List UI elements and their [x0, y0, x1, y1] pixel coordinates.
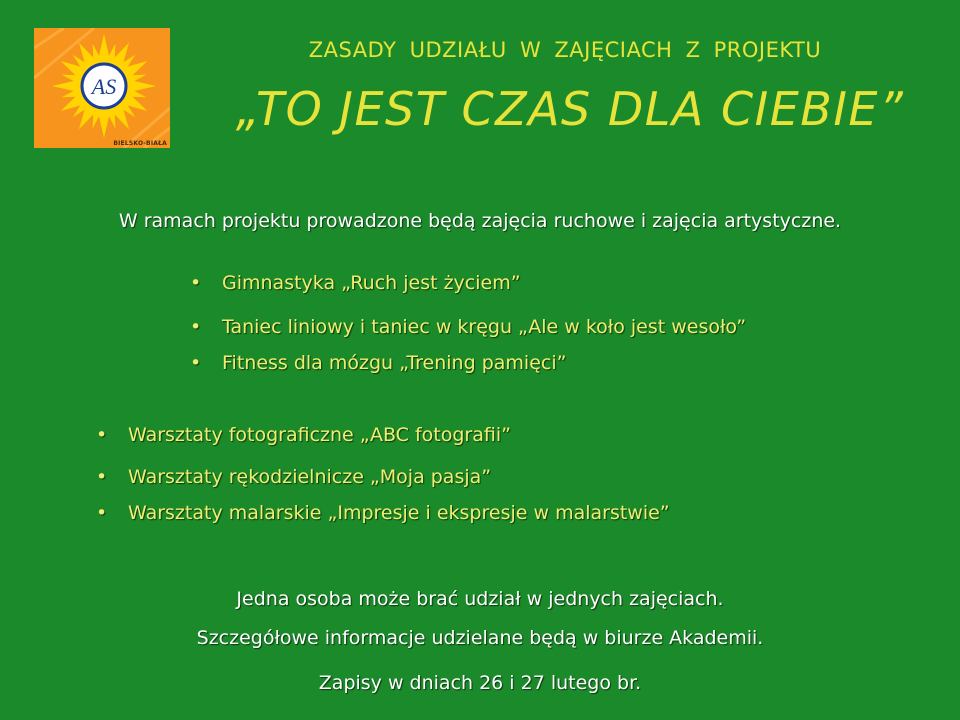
bullet-icon: •	[96, 466, 108, 488]
info-one-activity: Jedna osoba może brać udział w jednych zajęciach.	[236, 588, 724, 610]
logo-text: AS	[91, 74, 117, 99]
page-subtitle: ZASADY UDZIAŁU W ZAJĘCIACH Z PROJEKTU	[308, 38, 822, 62]
list-item-text: Fitness dla mózgu „Trening pamięci”	[222, 352, 567, 374]
list-item-text: Gimnastyka „Ruch jest życiem”	[222, 272, 521, 294]
list-item-text: Warsztaty rękodzielnicze „Moja pasja”	[128, 466, 492, 488]
sun-logo-icon	[34, 28, 170, 148]
list-item	[92, 424, 511, 446]
list-item	[92, 502, 670, 524]
page-title: „TO JEST CZAS DLA CIEBIE”	[235, 82, 905, 136]
info-details-office: Szczegółowe informacje udzielane będą w biurze Akademii.	[196, 627, 764, 649]
list-item-text: Warsztaty fotograficzne „ABC fotografii”	[128, 424, 511, 446]
bullet-icon: •	[190, 352, 202, 374]
list-item	[92, 466, 491, 488]
bullet-icon: •	[96, 502, 108, 524]
logo	[34, 28, 170, 148]
list-item-text: Warsztaty malarskie „Impresje i ekspresje w malarstwie”	[128, 502, 670, 524]
list-item-text: Taniec liniowy i taniec w kręgu „Ale w koło jest wesoło”	[222, 316, 747, 338]
bullet-icon: •	[190, 272, 202, 294]
info-registration-dates: Zapisy w dniach 26 i 27 lutego br.	[318, 672, 642, 694]
logo-caption: BIELSKO-BIAŁA	[113, 140, 167, 147]
bullet-icon: •	[190, 316, 202, 338]
bullet-icon: •	[96, 424, 108, 446]
intro-text: W ramach projektu prowadzone będą zajęcia ruchowe i zajęcia artystyczne.	[118, 210, 842, 232]
